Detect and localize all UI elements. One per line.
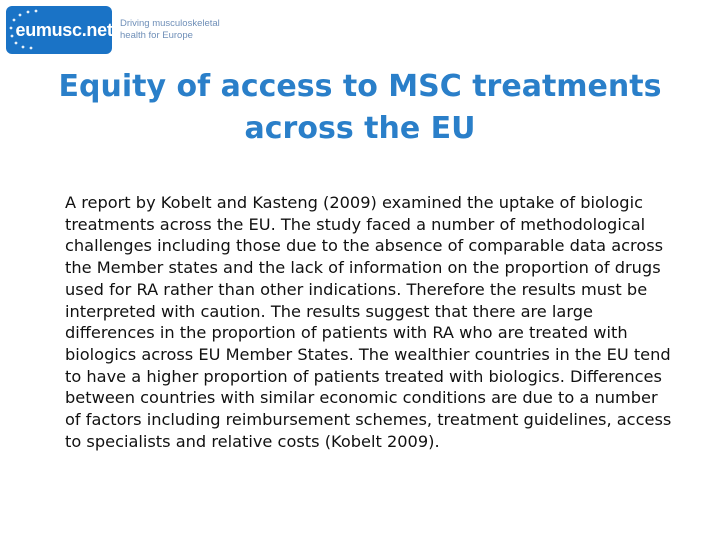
slide-title-line-2: across the EU: [244, 111, 476, 146]
header-logo: [6, 6, 220, 54]
eumusc-logo: [6, 6, 112, 54]
slide-title: [0, 66, 720, 150]
logo-tagline: [120, 18, 220, 42]
tagline-line-2: health for Europe: [120, 30, 193, 41]
tagline-line-1: Driving musculoskeletal: [120, 18, 220, 29]
slide-body-text: A report by Kobelt and Kasteng (2009) examined the uptake of biologic treatments across the EU. The study faced a number of methodological challenges including those due to the absence of comparable data across the Member states and the lack of information on the proportion of drugs used for RA rather than other indications. Therefore the results must be interpreted with caution. The results suggest that there are large differences in the proportion of patients with RA who are treated with biologics across EU Member States. The wealthier countries in the EU tend to have a higher proportion of patients treated with biologics. Differences between countries with similar economic conditions are due to a number of factors including reimbursement schemes, treatment guidelines, access to specialists and relative costs (Kobelt 2009).: [65, 193, 672, 451]
logo-text: eumusc.net: [15, 19, 113, 40]
slide-title-line-1: Equity of access to MSC treatments: [58, 69, 662, 104]
